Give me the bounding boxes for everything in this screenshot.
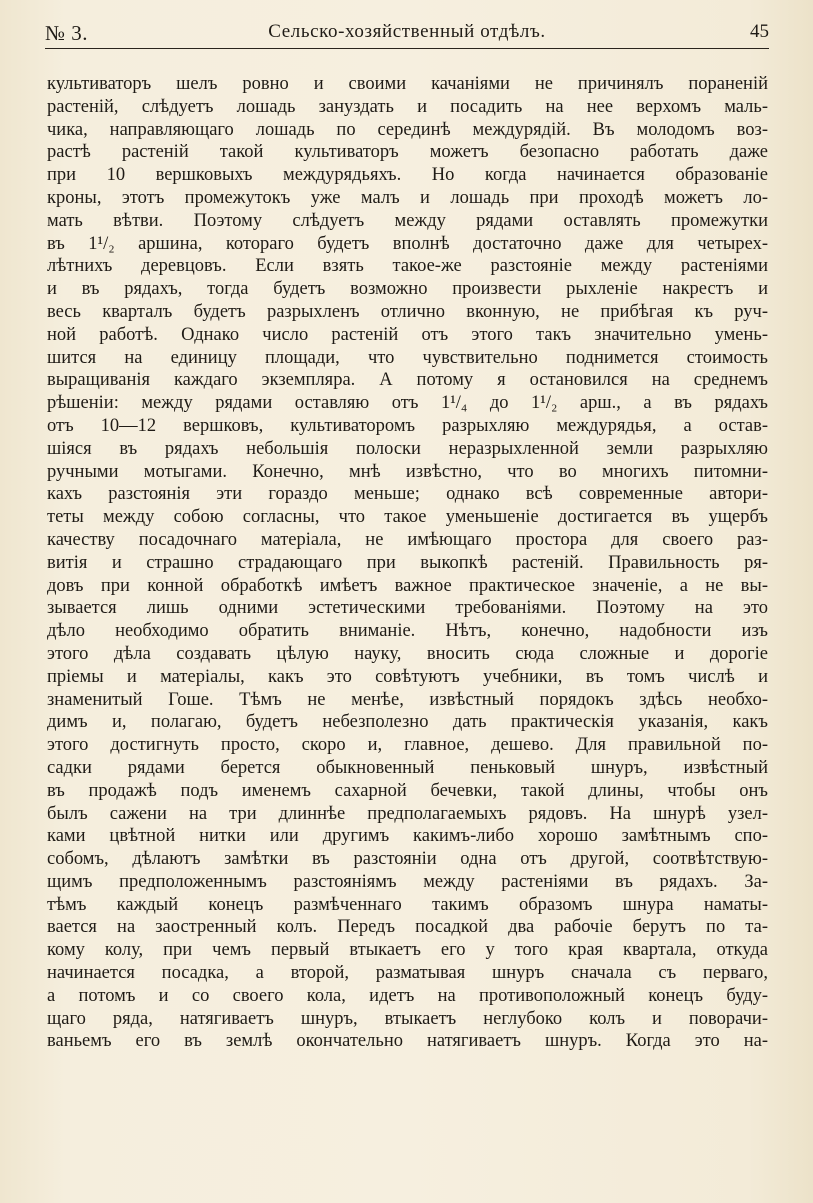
text-line: этого достигнуть просто, скоро и, главное, дешево. Для правильной по-	[47, 735, 768, 756]
text-line: димъ и, полагаю, будетъ небезполезно дать практическія указанія, какъ	[47, 712, 768, 733]
page-number: 45	[750, 21, 769, 42]
text-line: шіяся въ рядахъ небольшія полоски неразрыхленной земли разрыхляю	[47, 438, 768, 459]
text-line: кахъ разстоянія эти гораздо меньше; однако всѣ современные автори-	[47, 484, 768, 505]
text-line: дѣло необходимо обратить вниманіе. Нѣтъ, конечно, надобности изъ	[47, 621, 768, 642]
text-line: знаменитый Гоше. Тѣмъ не менѣе, извѣстный порядокъ здѣсь необхо-	[47, 689, 768, 710]
text-line: шится на единицу площади, что чувствительно подниметcя стоимость	[47, 347, 768, 368]
text-line: мать вѣтви. Поэтому слѣдуетъ между рядами оставлять промежутки	[47, 210, 768, 231]
text-line: культиваторъ шелъ ровно и своими качаніями не причинялъ пораненій	[47, 74, 768, 94]
text-line: теты между собою согласны, что такое уменьшеніе достигается въ ущербъ	[47, 507, 768, 528]
text-line: въ 1¹/₂ аршина, котораго будетъ вполнѣ достаточно даже для четырех-	[47, 233, 768, 254]
text-line: вается на заостренный колъ. Передъ посадкой два рабочіе берутъ по та-	[47, 917, 768, 938]
text-line: рѣшеніи: между рядами оставляю отъ 1¹/₄ до 1¹/₂ арш., а въ рядахъ	[47, 393, 768, 414]
text-line: пріемы и матеріалы, какъ это совѣтуютъ учебники, въ томъ числѣ и	[47, 666, 768, 687]
text-line: лѣтнихъ деревцовъ. Если взять такое-же разстояніе между растеніями	[47, 256, 768, 277]
text-line: зывается лишь одними эстетическими требованіями. Поэтому на это	[47, 598, 768, 619]
text-line: чика, направляющаго лошадь по серединѣ междурядій. Въ молодомъ воз-	[47, 119, 768, 140]
text-line: растеній, слѣдуетъ лошадь зануздать и посадить на нее верхомъ маль-	[47, 96, 768, 117]
text-line: тѣмъ каждый конецъ размѣченнаго такимъ образомъ шнура наматы-	[47, 894, 768, 915]
text-line: витія и страшно страдающаго при выкопкѣ растеній. Правильность ря-	[47, 552, 768, 573]
text-line: былъ сажени на три длиннѣе предполагаемыхъ рядовъ. На шнурѣ узел-	[47, 803, 768, 824]
text-line: ручными мотыгами. Конечно, мнѣ извѣстно, что во многихъ питомни-	[47, 461, 768, 482]
text-line: ваньемъ его въ землѣ окончательно натягиваетъ шнуръ. Когда это на-	[47, 1031, 768, 1052]
text-line: начинается посадка, а второй, разматывая шнуръ сначала съ перваго,	[47, 963, 768, 984]
text-line: весь кварталъ будетъ разрыхленъ отлично вконную, не прибѣгая къ руч-	[47, 301, 768, 322]
text-line: растѣ растеній такой культиваторъ можетъ безопасно работать даже	[47, 142, 768, 163]
text-line: и въ рядахъ, тогда будетъ возможно произвести рыхленіе накрестъ и	[47, 279, 768, 300]
text-line: въ продажѣ подъ именемъ сахарной бечевки, такой длины, чтобы онъ	[47, 780, 768, 801]
text-line: щимъ предположеннымъ разстояніямъ между растеніями въ рядахъ. За-	[47, 871, 768, 892]
text-line: качеству посадочнаго матеріала, не имѣющаго простора для своего раз-	[47, 529, 768, 550]
text-line: этого дѣла создавать цѣлую науку, вносить сюда сложные и дорогіе	[47, 643, 768, 664]
text-line: отъ 10—12 вершковъ, культиваторомъ разрыхляю междурядья, а остав-	[47, 415, 768, 436]
text-line: выращиванія каждаго экземпляра. А потому я остановился на среднемъ	[47, 370, 768, 391]
text-line: ками цвѣтной нитки или другимъ какимъ-либо хорошо замѣтнымъ спо-	[47, 826, 768, 847]
text-line: а потомъ и со своего кола, идетъ на противоположный конецъ буду-	[47, 985, 768, 1006]
section-title: Сельско-хозяйственный отдѣлъ.	[268, 21, 546, 42]
body-paragraph	[47, 73, 768, 1053]
text-line: при 10 вершковыхъ междурядьяхъ. Но когда начинается образованіе	[47, 165, 768, 186]
text-line: кому колу, при чемъ первый втыкаетъ его у того края квартала, откуда	[47, 940, 768, 961]
text-line: садки рядами берется обыкновенный пеньковый шнуръ, извѣстный	[47, 757, 768, 778]
text-line: кроны, этотъ промежутокъ уже малъ и лошадь при проходѣ можетъ ло-	[47, 187, 768, 208]
running-head	[45, 18, 769, 49]
text-line: собомъ, дѣлаютъ замѣтки въ разстояніи одна отъ другой, соотвѣтствую-	[47, 849, 768, 870]
issue-number: № 3.	[45, 21, 89, 45]
text-line: щаго ряда, натягиваетъ шнуръ, втыкаетъ неглубоко колъ и поворачи-	[47, 1008, 768, 1029]
text-line: довъ при конной обработкѣ имѣетъ важное практическое значеніе, а не вы-	[47, 575, 768, 596]
text-line: ной работѣ. Однако число растеній отъ этого такъ значительно умень-	[47, 324, 768, 345]
